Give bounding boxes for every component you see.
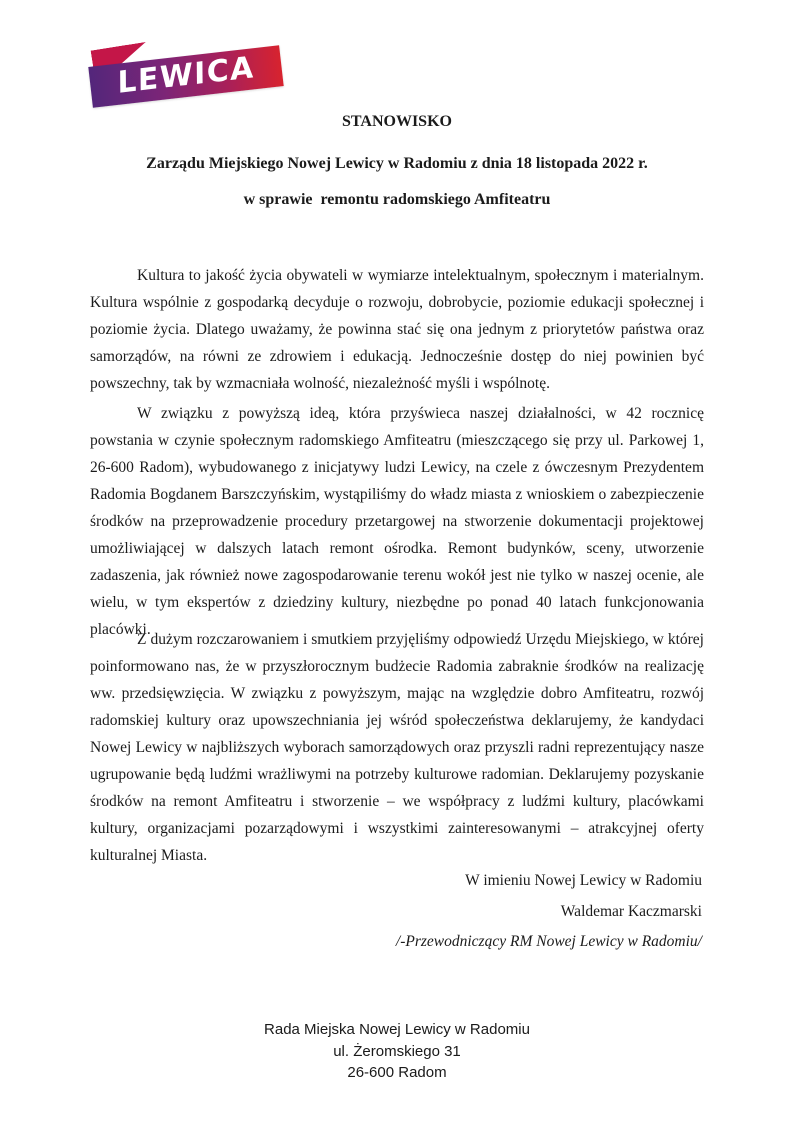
document-subtitle-subject: w sprawie remontu radomskiego Amfiteatru xyxy=(243,191,551,208)
lewica-logo xyxy=(88,40,288,112)
body-paragraph-1: Kultura to jakość życia obywateli w wymiarze intelektualnym, społecznym i materialnym. Kultura wspólnie z gospodarką decyduje o rozwoju, dobrobycie, poziomie edukacji społecznej i poziomie życia. Dlatego uważamy, że powinna stać się ona jednym z priorytetów państwa oraz samorządów, na równi ze zdrowiem i edukacją. Jednocześnie dostęp do niej powinien być powszechny, tak by wzmacniała wolność, niezależność myśli i wspólnotę. xyxy=(90,267,704,392)
footer-address xyxy=(0,1019,794,1084)
body-paragraph-3: Z dużym rozczarowaniem i smutkiem przyjęliśmy odpowiedź Urzędu Miejskiego, w której poinformowano nas, że w przyszłorocznym budżecie Radomia zabraknie środków na realizację ww. przedsięwzięcia. W związku z powyższym, mając na względzie dobro Amfiteatru, rozwój radomskiej kultury oraz upowszechniania jej wśród społeczeństwa deklarujemy, że kandydaci Nowej Lewicy w najbliższych wyborach samorządowych oraz przyszli radni reprezentujący nasze ugrupowanie będą ludźmi wrażliwymi na potrzeby kulturowe radomian. Deklarujemy pozyskanie środków na remont Amfiteatru i stworzenie – we współpracy z ludźmi kultury, placówkami kultury, organizacjami pozarządowymi i wszystkimi zainteresowanymi – atrakcyjnej oferty kulturalnej Miasta. xyxy=(90,631,704,864)
logo-wordmark: LEWICA xyxy=(117,49,255,101)
signature-org-line: W imieniu Nowej Lewicy w Radomiu xyxy=(465,872,702,889)
footer-street: ul. Żeromskiego 31 xyxy=(333,1042,461,1060)
body-paragraph-2: W związku z powyższą ideą, która przyświeca naszej działalności, w 42 rocznicę powstania w czynie społecznym radomskiego Amfiteatru (mieszczącego się przy ul. Parkowej 1, 26-600 Radom), wybudowanego z inicjatywy ludzi Lewicy, na czele z ówczesnym Prezydentem Radomia Bogdanem Barszczyńskim, wystąpiliśmy do władz miasta z wnioskiem o zabezpieczenie środków na przeprowadzenie procedury przetargowej na stworzenie dokumentacji projektowej umożliwiającej w dalszych latach remont ośrodka. Remont budynków, sceny, utworzenie zadaszenia, jak również nowe zagospodarowanie terenu wokół jest nie tylko w naszej ocenie, ale wielu, w tym ekspertów z dziedziny kultury, niezbędne po ponad 40 latach funkcjonowania placówki. xyxy=(90,405,704,638)
signature-name: Waldemar Kaczmarski xyxy=(560,902,702,920)
footer-org: Rada Miejska Nowej Lewicy w Radomiu xyxy=(264,1021,530,1038)
document-subtitle-date: Zarządu Miejskiego Nowej Lewicy w Radomiu z dnia 18 listopada 2022 r. xyxy=(146,155,648,172)
footer-city: 26-600 Radom xyxy=(347,1064,447,1081)
document-title: STANOWISKO xyxy=(342,113,452,130)
signature-role: /-Przewodniczący RM Nowej Lewicy w Radomiu/ xyxy=(395,933,702,950)
signature-block xyxy=(90,866,702,958)
